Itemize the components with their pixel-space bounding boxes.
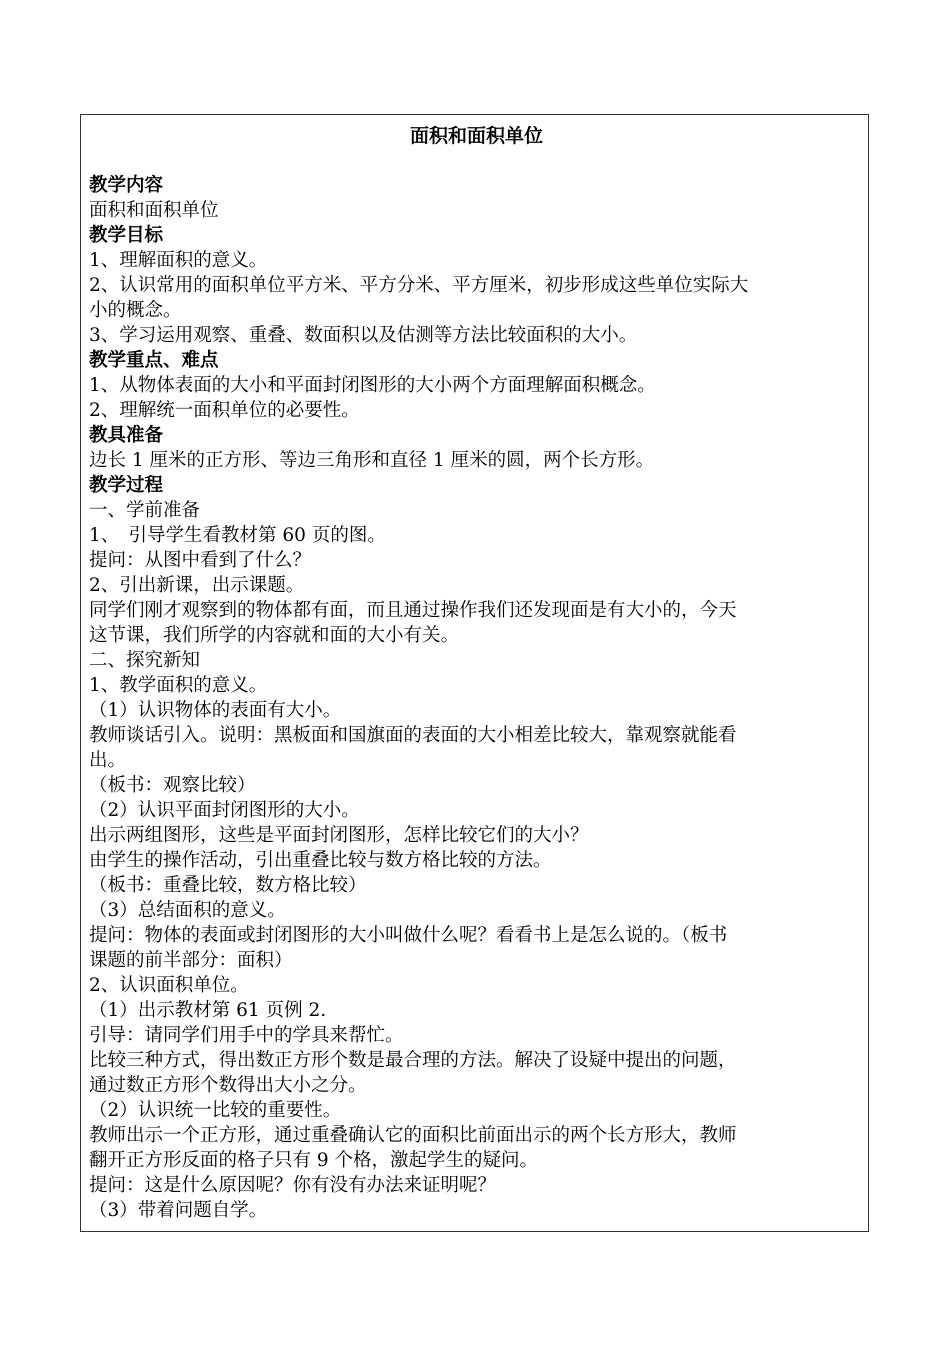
text-line: 2、理解统一面积单位的必要性。 — [89, 400, 360, 421]
text-line: 1、理解面积的意义。 — [89, 250, 268, 271]
text-line: 同学们刚才观察到的物体都有面，而且通过操作我们还发现面是有大小的，今天 — [89, 600, 737, 621]
text-line: 由学生的操作活动，引出重叠比较与数方格比较的方法。 — [89, 850, 552, 871]
text-line: 1、从物体表面的大小和平面封闭图形的大小两个方面理解面积概念。 — [89, 375, 656, 396]
text-line: 比较三种方式，得出数正方形个数是最合理的方法。解决了设疑中提出的问题， — [89, 1050, 737, 1071]
section-heading: 教学重点、难点 — [89, 350, 219, 371]
section-heading: 教具准备 — [89, 425, 164, 446]
document-frame — [80, 114, 869, 1232]
text-line: 教师谈话引入。说明：黑板面和国旗面的表面的大小相差比较大，靠观察就能看 — [89, 725, 737, 746]
text-line: 引导：请同学们用手中的学具来帮忙。 — [89, 1025, 404, 1046]
section-heading: 教学内容 — [89, 175, 164, 196]
text-line: （2）认识平面封闭图形的大小。 — [89, 800, 360, 821]
text-line: （1）认识物体的表面有大小。 — [89, 700, 342, 721]
text-line: 出。 — [89, 750, 127, 771]
text-line: 小的概念。 — [89, 300, 182, 321]
text-line: 3、学习运用观察、重叠、数面积以及估测等方法比较面积的大小。 — [89, 325, 638, 346]
text-line: （3）总结面积的意义。 — [89, 900, 286, 921]
text-line: 这节课，我们所学的内容就和面的大小有关。 — [89, 625, 460, 646]
text-line: 提问：从图中看到了什么？ — [89, 550, 312, 571]
document-title: 面积和面积单位 — [409, 125, 543, 147]
text-line: 提问：这是什么原因呢？你有没有办法来证明呢？ — [89, 1175, 497, 1196]
text-line: 教师出示一个正方形，通过重叠确认它的面积比前面出示的两个长方形大，教师 — [89, 1125, 737, 1146]
text-line: 提问：物体的表面或封闭图形的大小叫做什么呢？看看书上是怎么说的。（板书 — [89, 925, 728, 946]
text-line: （2）认识统一比较的重要性。 — [89, 1100, 342, 1121]
text-line: （板书：观察比较） — [89, 775, 256, 796]
text-line: 翻开正方形反面的格子只有 9 个格，激起学生的疑问。 — [89, 1150, 539, 1171]
text-line: 1、 引导学生看教材第 60 页的图。 — [89, 525, 386, 546]
text-line: 出示两组图形，这些是平面封闭图形，怎样比较它们的大小？ — [89, 825, 589, 846]
text-line: 二、探究新知 — [89, 650, 201, 671]
section-heading: 教学过程 — [89, 475, 164, 496]
section-heading: 教学目标 — [89, 225, 164, 246]
text-line: 2、认识面积单位。 — [89, 975, 249, 996]
text-line: 面积和面积单位 — [89, 200, 219, 221]
text-line: 2、认识常用的面积单位平方米、平方分米、平方厘米，初步形成这些单位实际大 — [89, 275, 749, 296]
text-line: 课题的前半部分：面积） — [89, 950, 293, 971]
text-line: （板书：重叠比较，数方格比较） — [89, 875, 367, 896]
text-line: 边长 1 厘米的正方形、等边三角形和直径 1 厘米的圆，两个长方形。 — [89, 450, 655, 471]
text-line: （1）出示教材第 61 页例 2. — [89, 1000, 327, 1021]
text-line: （3）带着问题自学。 — [89, 1200, 268, 1221]
document-body — [89, 173, 864, 1223]
text-line: 通过数正方形个数得出大小之分。 — [89, 1075, 367, 1096]
text-line: 1、教学面积的意义。 — [89, 675, 268, 696]
text-line: 一、学前准备 — [89, 500, 201, 521]
text-line: 2、引出新课，出示课题。 — [89, 575, 305, 596]
